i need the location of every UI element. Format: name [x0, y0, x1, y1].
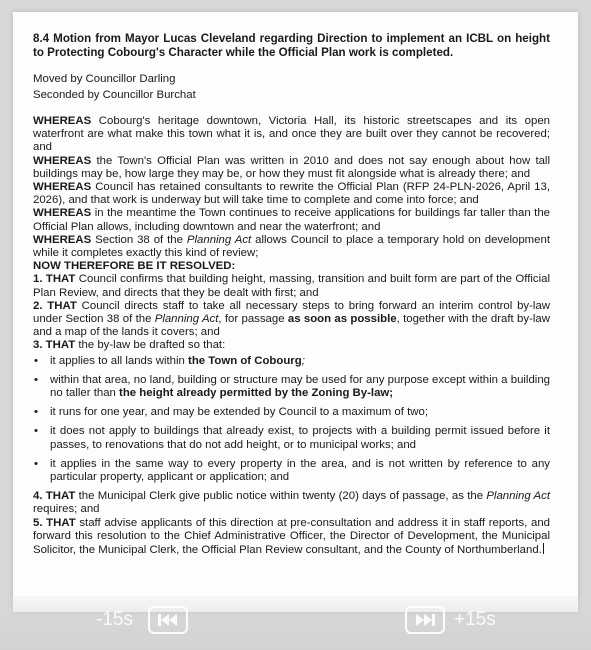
list-item: • it applies in the same way to every property in the area, and is not written by reference to any particular property, applicant or application; and — [33, 458, 550, 484]
skip-forward-icon — [413, 612, 437, 628]
whereas-clause: WHEREAS Cobourg's heritage downtown, Victoria Hall, its historic streetscapes and its open waterfront are what make this town what it is, and once they are built over they cannot be recovered; and — [33, 115, 550, 154]
seconded-by: Seconded by Councillor Burchat — [33, 88, 196, 101]
document-content — [33, 32, 550, 557]
moved-by: Moved by Councillor Darling — [33, 73, 176, 85]
skip-back-button[interactable] — [148, 606, 188, 634]
whereas-clause: WHEREAS Section 38 of the Planning Act allows Council to place a temporary hold on development while it completes exactly this kind of review; — [33, 233, 550, 260]
text-cursor — [543, 543, 544, 554]
playback-controls — [0, 596, 591, 650]
skip-back-icon — [156, 612, 180, 628]
resolved-heading: NOW THEREFORE BE IT RESOLVED: — [33, 260, 236, 273]
resolution-item-3: 3. THAT the by-law be drafted so that: — [33, 339, 226, 352]
whereas-label: WHEREAS — [33, 154, 92, 167]
whereas-label: WHEREAS — [33, 181, 92, 194]
resolution-item-2: 2. THAT Council directs staff to take all necessary steps to bring forward an interim control by-law under Section 38 of the Planning Act, for passage as soon as possible, together with the draft by-law and a map of the lands it covers; and — [33, 299, 551, 339]
whereas-clause: WHEREAS in the meantime the Town continues to receive applications for buildings far taller than the Official Plan allows, including downtown and near the waterfront; and — [33, 207, 550, 233]
bylaw-conditions-list — [33, 355, 550, 485]
resolution-item-5: 5. THAT staff advise applicants of this direction at pre-consultation and address it in staff reports, and forward this resolution to the Chief Administrative Officer, the Director of Development, the Municipal Solicitor, the Municipal Clerk, the Official Plan Review consultant, and the County of Northumberland. — [33, 516, 550, 557]
list-item: • it applies to all lands within the Town of Cobourg; — [33, 355, 550, 368]
whereas-clause: WHEREAS the Town's Official Plan was written in 2010 and does not say enough about how tall buildings may be, how large they may be, or how they must fit alongside what is already there; and — [33, 154, 550, 180]
resolution-item-1: 1. THAT Council confirms that building height, massing, transition and built form are part of the Official Plan Review, and directs that they be dealt with first; and — [33, 273, 550, 299]
whereas-label: WHEREAS — [33, 207, 92, 220]
skip-forward-button[interactable] — [405, 606, 445, 634]
whereas-clause: WHEREAS Council has retained consultants to rewrite the Official Plan (RFP 24-PLN-2026, April 13, 2026), and that work is underway but will take time to complete and come into force; and — [33, 181, 550, 207]
whereas-label: WHEREAS — [33, 115, 92, 127]
skip-back-label[interactable]: -15s — [96, 609, 133, 630]
movers-block — [33, 72, 550, 103]
list-item: • within that area, no land, building or structure may be used for any purpose except within a building no taller than the height already permitted by the Zoning By-law; — [33, 374, 550, 400]
list-item: • it runs for one year, and may be extended by Council to a maximum of two; — [33, 406, 550, 419]
skip-forward-label[interactable]: +15s — [454, 609, 496, 630]
whereas-label: WHEREAS — [33, 233, 92, 246]
resolution-item-4: 4. THAT the Municipal Clerk give public notice within twenty (20) days of passage, as the Planning Act requires; and — [33, 490, 550, 516]
document-page[interactable] — [13, 12, 578, 612]
motion-title: 8.4 Motion from Mayor Lucas Cleveland regarding Direction to implement an ICBL on height to Protecting Cobourg's Character while the Official Plan work is completed. — [33, 32, 550, 59]
list-item: • it does not apply to buildings that already exist, to projects with a building permit issued before it passes, to renovations that do not add height, or to municipal works; and — [33, 425, 550, 451]
